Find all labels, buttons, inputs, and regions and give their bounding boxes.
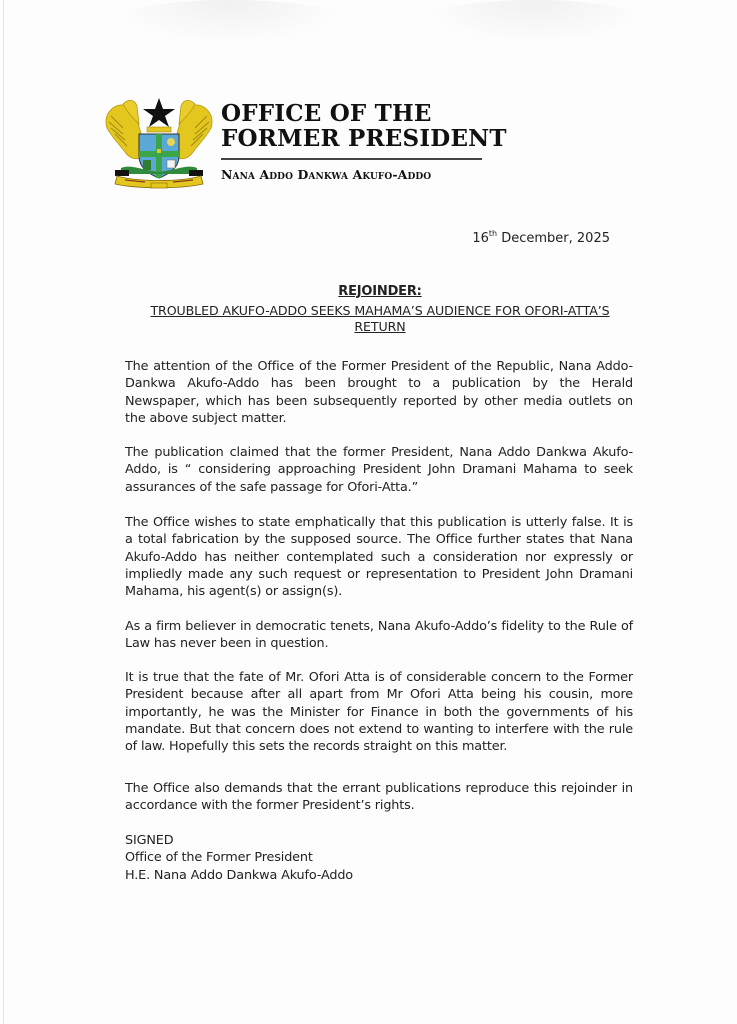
scan-shadow [420, 0, 650, 45]
document-date [472, 231, 610, 246]
letterhead-title-line1: OFFICE OF THE [221, 100, 432, 127]
signature-office: Office of the Former President [125, 850, 313, 866]
scan-edge [3, 0, 4, 1024]
letterhead-title [221, 101, 507, 151]
body-paragraph [125, 444, 633, 496]
paragraph-text: The Office wishes to state emphatically that this publication is utterly false. It is a total fabrication by the supposed source. The Office further states that Nana Akufo-Addo has neither contemplated such a consideration nor expressly or impliedly made any such request or representation to President John Dramani Mahama, his agent(s) or assign(s). [125, 515, 633, 600]
signature-block [125, 832, 353, 884]
date-day: 16 [472, 231, 489, 246]
signed-label: SIGNED [125, 833, 174, 848]
letterhead-divider [221, 158, 482, 160]
signature-name: H.E. Nana Addo Dankwa Akufo-Addo [125, 867, 353, 883]
rejoinder-label: REJOINDER: [338, 284, 422, 299]
ghana-coat-of-arms-icon [101, 94, 217, 190]
paragraph-text: It is true that the fate of Mr. Ofori Atta is of considerable concern to the Former President because after all apart from Mr Ofori Atta being his cousin, more importantly, he was the Minister for Finance in both the governments of his mandate. But that concern does not extend to wanting to interfere with the rule of law. Hopefully this sets the records straight on this matter. [125, 670, 633, 755]
scan-shadow [110, 0, 350, 45]
body-paragraph [125, 669, 633, 755]
rejoinder-subject: TROUBLED AKUFO-ADDO SEEKS MAHAMA’S AUDIENCE FOR OFORI-ATTA’S RETURN [150, 303, 610, 334]
body-paragraph [125, 514, 633, 600]
paragraph-text: As a firm believer in democratic tenets, Nana Akufo-Addo’s fidelity to the Rule of Law has never been in question. [125, 619, 633, 652]
body-paragraph [125, 780, 633, 815]
paragraph-text: The attention of the Office of the Former President of the Republic, Nana Addo-Dankwa Akufo-Addo has been brought to a publication by the Herald Newspaper, which has been subsequently reported by other media outlets on the above subject matter. [125, 359, 633, 426]
paragraph-text: The Office also demands that the errant publications reproduce this rejoinder in accordance with the former President’s rights. [125, 781, 633, 814]
body-paragraph [125, 358, 633, 427]
date-suffix: th [488, 229, 498, 238]
paragraph-text: The publication claimed that the former President, Nana Addo Dankwa Akufo-Addo, is “ considering approaching President John Dramani Mahama to seek assurances of the safe passage for Ofori-Atta.” [125, 445, 633, 495]
date-rest: December, 2025 [497, 231, 610, 246]
letterhead-name: Nana Addo Dankwa Akufo-Addo [221, 167, 432, 182]
letterhead-title-line2: FORMER PRESIDENT [221, 125, 507, 152]
body-paragraph [125, 618, 633, 653]
